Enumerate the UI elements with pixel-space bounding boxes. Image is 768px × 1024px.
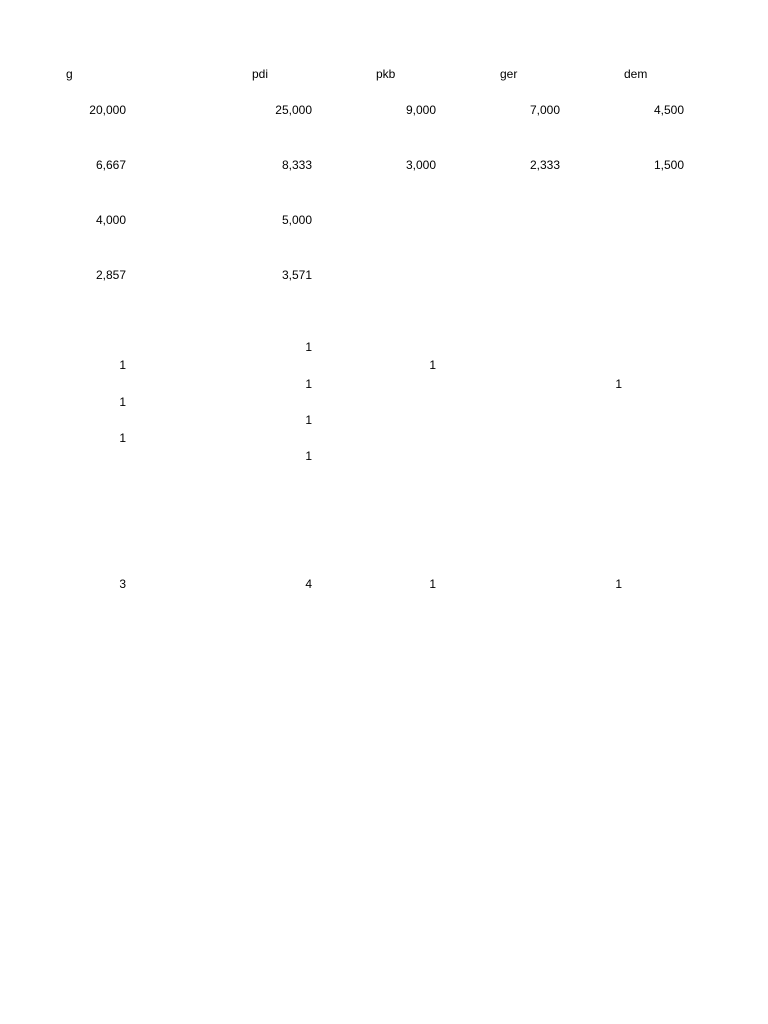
quotient-cell: 4,500 bbox=[653, 103, 684, 117]
seat-marker: 1 bbox=[305, 413, 312, 427]
quotient-cell: 3,000 bbox=[405, 158, 436, 172]
quotient-cell: 9,000 bbox=[405, 103, 436, 117]
seat-marker: 1 bbox=[119, 358, 126, 372]
total-pkb: 1 bbox=[429, 577, 436, 591]
header-ger: ger bbox=[500, 67, 518, 81]
quotient-cell: 2,857 bbox=[95, 268, 126, 282]
quotient-cell: 5,000 bbox=[281, 213, 312, 227]
quotient-cell: 6,667 bbox=[95, 158, 126, 172]
quotient-cell: 3,571 bbox=[281, 268, 312, 282]
header-pdi: pdi bbox=[252, 67, 269, 81]
total-dem: 1 bbox=[615, 577, 622, 591]
seat-marker: 1 bbox=[119, 431, 126, 445]
quotient-cell: 8,333 bbox=[281, 158, 312, 172]
header-pkb: pkb bbox=[376, 67, 396, 81]
seat-marker: 1 bbox=[615, 377, 622, 391]
quotient-cell: 7,000 bbox=[529, 103, 560, 117]
total-pdi: 4 bbox=[305, 577, 312, 591]
seat-marker: 1 bbox=[429, 358, 436, 372]
quotient-cell: 20,000 bbox=[89, 103, 126, 117]
header-g: g bbox=[66, 67, 73, 81]
quotient-cell: 2,333 bbox=[529, 158, 560, 172]
quotient-cell: 1,500 bbox=[653, 158, 684, 172]
seat-marker: 1 bbox=[305, 377, 312, 391]
quotient-cell: 25,000 bbox=[275, 103, 312, 117]
quotient-cell: 4,000 bbox=[95, 213, 126, 227]
seat-marker: 1 bbox=[305, 340, 312, 354]
total-g: 3 bbox=[119, 577, 126, 591]
header-dem: dem bbox=[624, 67, 648, 81]
seat-marker: 1 bbox=[119, 395, 126, 409]
seat-marker: 1 bbox=[305, 449, 312, 463]
